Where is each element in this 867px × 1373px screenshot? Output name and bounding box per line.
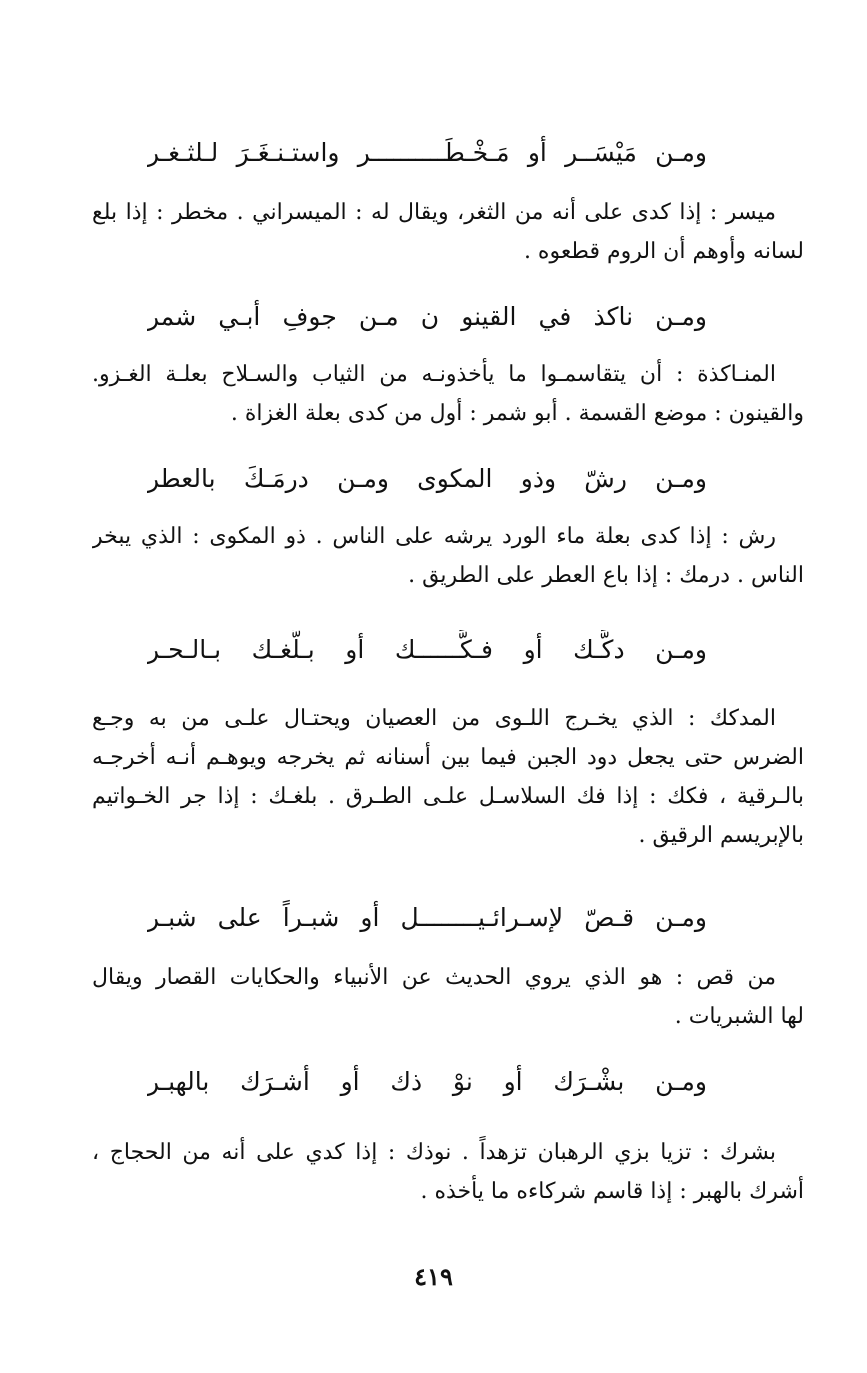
commentary-line: أشرك بالهبر : إذا قاسم شركاءه ما يأخذه . <box>420 1179 804 1204</box>
commentary-line: من قص : هو الذي يروي الحديث عن الأنبياء والحكايات القصار ويقال <box>92 965 776 990</box>
commentary-paragraph <box>92 1133 804 1211</box>
commentary-line: الضرس حتى يجعل دود الجبن فيما بين أسنانه ثم يخرجه ويوهـم أنـه أخرجـه <box>92 745 804 770</box>
commentary-line: والقينون : موضع القسمة . أبو شمر : أول من كدى بعلة الغزاة . <box>230 401 804 426</box>
page-number: ٤١٩ <box>414 1262 453 1291</box>
commentary-line: بشرك : تزيا بزي الرهبان تزهداً . نوذك : إذا كدي على أنه من الحجاج ، <box>92 1140 776 1165</box>
commentary-line: رش : إذا كدى بعلة ماء الورد يرشه على الناس . ذو المكوى : الذي يبخر <box>92 524 776 549</box>
verse-line: ومـن قـصّ لإسـرائـيــــــــل أو شبـراً على شبـر <box>147 903 707 932</box>
commentary-line: الناس . درمك : إذا باع العطر على الطريق . <box>408 563 804 588</box>
commentary-line: ميسر : إذا كدى على أنه من الثغر، ويقال له : الميسراني . مخطر : إذا بلع <box>92 200 776 225</box>
commentary-line: بالإبريسم الرقيق . <box>638 823 804 848</box>
commentary-paragraph <box>92 517 804 595</box>
commentary-line: المدكك : الذي يخـرج اللـوى من العصيان ويحتـال علـى من به وجـع <box>92 706 776 731</box>
commentary-line: لها الشبريات . <box>674 1004 804 1029</box>
verse-line: ومـن ناكذ في القينو ن مـن جوفِ أبـي شمر <box>147 302 707 331</box>
commentary-line: بالـرقية ، فكك : إذا فك السلاسـل علـى الطـرق . بلغـك : إذا جر الخـواتيم <box>92 784 804 809</box>
commentary-paragraph <box>92 958 804 1036</box>
verse-line: ومـن مَيْسَــر أو مَـخْـطَــــــــــر واستـنـغَـرَ لـلثـغـر <box>147 138 707 167</box>
commentary-paragraph <box>92 193 804 271</box>
verse-line: ومـن بشْـرَك أو نوْ ذك أو أشـرَك بالهبـر <box>147 1067 707 1096</box>
verse-line: ومـن دكَّـك أو فـكَّــــــك أو بـلَّغـك بـالـحـر <box>147 635 707 664</box>
verse-line: ومـن رشّ وذو المكوى ومـن درمَـكَ بالعطر <box>147 464 707 493</box>
commentary-line: المنـاكذة : أن يتقاسمـوا ما يأخذونـه من الثياب والسـلاح بعلـة الغـزو. <box>92 362 776 387</box>
commentary-paragraph <box>92 355 804 433</box>
commentary-paragraph <box>92 699 804 855</box>
commentary-line: لسانه وأوهم أن الروم قطعوه . <box>523 239 804 264</box>
